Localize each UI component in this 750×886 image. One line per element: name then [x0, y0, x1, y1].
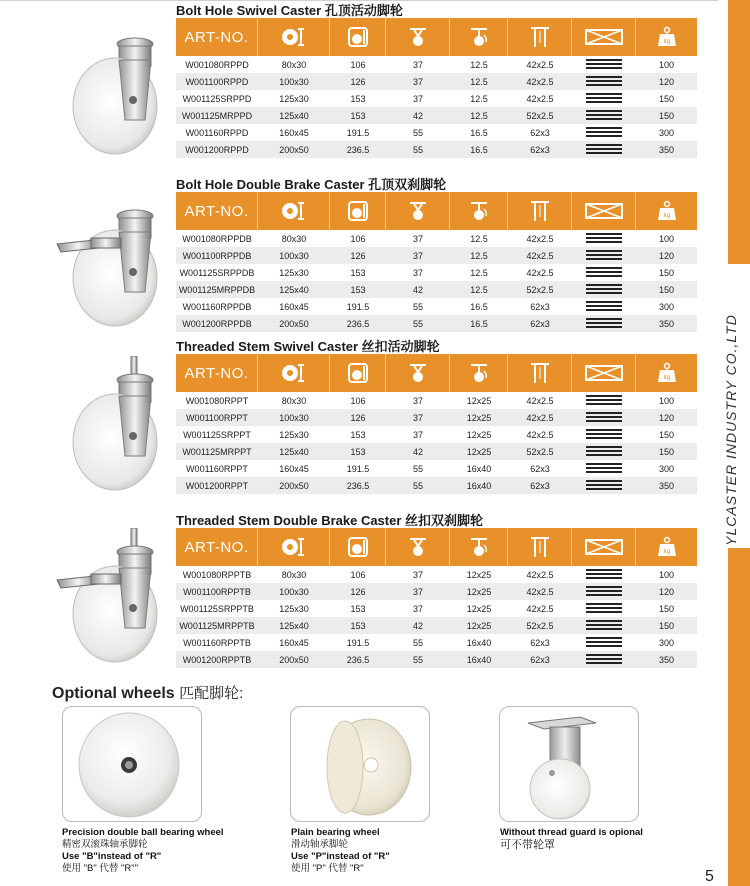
- table-cell: 42: [412, 446, 423, 457]
- table-cell: 125x40: [279, 620, 309, 631]
- plate-pattern-icon: [572, 264, 636, 281]
- table-cell: 100x30: [279, 76, 309, 87]
- table-row: [176, 409, 697, 426]
- table-cell: 16.5: [470, 144, 488, 155]
- table-cell: W001100RPPDB: [182, 250, 252, 261]
- table-cell: 300: [658, 637, 675, 648]
- offset-icon: [386, 18, 450, 56]
- table-row: [176, 298, 697, 315]
- plate-pattern-icon: [572, 477, 636, 494]
- offset-icon: [386, 354, 450, 392]
- table-cell: 191.5: [346, 637, 370, 648]
- plate-pattern-icon: [572, 634, 636, 651]
- table-row: [176, 634, 697, 651]
- table-cell: 106: [350, 395, 366, 406]
- table-cell: 125x30: [279, 267, 309, 278]
- table-cell: 52x2.5: [526, 110, 554, 121]
- total-height-icon: [330, 354, 386, 392]
- table-cell: 125x30: [279, 603, 309, 614]
- table-cell: 55: [412, 318, 423, 329]
- table-cell: 100x30: [279, 250, 309, 261]
- table-cell: 150: [658, 284, 675, 295]
- plate-pattern-icon: [572, 124, 636, 141]
- table-cell: 150: [658, 446, 675, 457]
- table-cell: 16x40: [466, 463, 492, 474]
- table-cell: 12x25: [466, 620, 492, 631]
- table-cell: 150: [658, 620, 675, 631]
- table-cell: 150: [658, 429, 675, 440]
- table-cell: 37: [412, 586, 423, 597]
- caption-line-3: Use "B"instead of "R": [62, 851, 162, 862]
- wheel-size-icon: [258, 528, 330, 566]
- table-cell: 42x2.5: [526, 76, 554, 87]
- table-row: [176, 460, 697, 477]
- table-cell: 160x45: [279, 463, 309, 474]
- spec-table-header: [176, 192, 697, 230]
- plate-pattern-icon: [572, 298, 636, 315]
- table-row: [176, 583, 697, 600]
- table-cell: 126: [350, 76, 366, 87]
- plate-pattern-icon: [572, 56, 636, 73]
- section-title: Bolt Hole Double Brake Caster 孔顶双刹脚轮: [176, 177, 447, 192]
- table-cell: 42x2.5: [526, 603, 554, 614]
- spec-table-header: [176, 354, 697, 392]
- ball-bearing-wheel-image: [62, 706, 202, 822]
- table-cell: 120: [658, 250, 675, 261]
- plate-pattern-icon: [572, 90, 636, 107]
- table-cell: 55: [412, 127, 423, 138]
- table-cell: 12.5: [470, 76, 488, 87]
- wheel-size-icon: [258, 18, 330, 56]
- table-cell: 12.5: [470, 284, 488, 295]
- table-cell: 120: [658, 76, 675, 87]
- plate-pattern-icon: [572, 617, 636, 634]
- table-cell: 153: [350, 429, 366, 440]
- table-row: [176, 281, 697, 298]
- table-cell: 12x25: [466, 395, 492, 406]
- bolt-hole-icon: [572, 192, 636, 230]
- table-cell: 125x30: [279, 429, 309, 440]
- table-cell: 55: [412, 637, 423, 648]
- total-height-icon: [330, 528, 386, 566]
- caster-product-image: [55, 20, 175, 165]
- table-cell: 52x2.5: [526, 446, 554, 457]
- table-cell: 106: [350, 233, 366, 244]
- svg-text:kg: kg: [663, 39, 670, 45]
- plate-pattern-icon: [572, 392, 636, 409]
- table-cell: 55: [412, 480, 423, 491]
- table-cell: 150: [658, 110, 675, 121]
- art-no-header: ART-NO.: [176, 192, 258, 230]
- table-cell: 153: [350, 620, 366, 631]
- table-cell: W001080RPPTB: [182, 569, 252, 580]
- bolt-hole-icon: [572, 354, 636, 392]
- table-row: [176, 315, 697, 332]
- table-cell: 191.5: [346, 127, 370, 138]
- table-cell: 42x2.5: [526, 59, 554, 70]
- table-row: [176, 73, 697, 90]
- table-cell: 100: [658, 233, 675, 244]
- table-cell: 42x2.5: [526, 429, 554, 440]
- table-cell: 12x25: [466, 412, 492, 423]
- plate-pattern-icon: [572, 73, 636, 90]
- table-cell: W001125MRPPDB: [178, 284, 256, 295]
- table-cell: 80x30: [281, 395, 307, 406]
- plate-pattern-icon: [572, 426, 636, 443]
- table-cell: 12x25: [466, 569, 492, 580]
- caption-line-2: 滑动轴承脚轮: [291, 839, 349, 850]
- table-cell: 12.5: [470, 59, 488, 70]
- table-cell: 153: [350, 93, 366, 104]
- spec-table-header: [176, 18, 697, 56]
- table-cell: W001100RPPD: [185, 76, 249, 87]
- table-cell: 12x25: [466, 429, 492, 440]
- load-capacity-icon: [636, 192, 697, 230]
- table-cell: W001125MRPPT: [182, 446, 252, 457]
- table-cell: 236.5: [346, 654, 370, 665]
- table-cell: 16.5: [470, 127, 488, 138]
- plate-pattern-icon: [572, 651, 636, 668]
- bolt-hole-icon: [572, 528, 636, 566]
- table-cell: 200x50: [279, 318, 309, 329]
- table-row: [176, 264, 697, 281]
- table-cell: W001125MRPPD: [181, 110, 253, 121]
- table-cell: W001125SRPPT: [183, 429, 251, 440]
- table-cell: 62x3: [530, 144, 550, 155]
- table-cell: W001200RPPT: [185, 480, 249, 491]
- swivel-radius-icon: [450, 192, 508, 230]
- caster-product-image: [55, 192, 175, 337]
- table-cell: 62x3: [530, 637, 550, 648]
- side-tab-bottom: [728, 548, 750, 886]
- table-cell: 200x50: [279, 144, 309, 155]
- table-cell: W001160RPPTB: [183, 637, 251, 648]
- table-cell: 16.5: [470, 301, 488, 312]
- caption-line-4: 使用 "B" 代替 "R"": [62, 863, 138, 874]
- table-cell: 100: [658, 569, 675, 580]
- table-cell: 350: [658, 144, 675, 155]
- table-cell: 160x45: [279, 637, 309, 648]
- swivel-radius-icon: [450, 528, 508, 566]
- total-height-icon: [330, 192, 386, 230]
- swivel-radius-icon: [450, 18, 508, 56]
- side-tab-top: [728, 0, 750, 264]
- table-cell: 200x50: [279, 480, 309, 491]
- table-cell: 12x25: [466, 586, 492, 597]
- table-cell: 350: [658, 480, 675, 491]
- table-cell: W001100RPPTB: [183, 586, 251, 597]
- table-cell: 55: [412, 463, 423, 474]
- art-no-header: ART-NO.: [176, 528, 258, 566]
- wheel-size-icon: [258, 354, 330, 392]
- table-cell: 37: [412, 395, 423, 406]
- caption-line-3: Use "P"instead of "R": [291, 851, 390, 862]
- table-cell: 42: [412, 284, 423, 295]
- plain-bearing-caption: [291, 827, 390, 875]
- load-capacity-icon: [636, 354, 697, 392]
- plate-pattern-icon: [572, 281, 636, 298]
- table-cell: 37: [412, 267, 423, 278]
- table-cell: 62x3: [530, 463, 550, 474]
- table-cell: 12x25: [466, 446, 492, 457]
- table-row: [176, 426, 697, 443]
- plate-size-icon: [508, 18, 572, 56]
- spec-table: [176, 354, 697, 494]
- table-cell: 37: [412, 412, 423, 423]
- plate-pattern-icon: [572, 600, 636, 617]
- table-cell: W001080RPPT: [185, 395, 249, 406]
- table-cell: 16x40: [466, 654, 492, 665]
- table-cell: 300: [658, 301, 675, 312]
- table-cell: 153: [350, 110, 366, 121]
- table-cell: 106: [350, 569, 366, 580]
- table-cell: 160x45: [279, 301, 309, 312]
- table-cell: 80x30: [281, 59, 307, 70]
- wheel-size-icon: [258, 192, 330, 230]
- table-cell: 350: [658, 654, 675, 665]
- table-cell: 125x40: [279, 110, 309, 121]
- spec-table-header: [176, 528, 697, 566]
- table-cell: W001125SRPPD: [182, 93, 252, 104]
- table-row: [176, 477, 697, 494]
- table-cell: W001125MRPPTB: [179, 620, 255, 631]
- table-cell: W001125SRPPTB: [180, 603, 254, 614]
- caption-line-4: 使用 "P" 代替 "R": [291, 863, 364, 874]
- table-cell: 125x40: [279, 446, 309, 457]
- total-height-icon: [330, 18, 386, 56]
- caption-line-2: 可不带轮罩: [500, 839, 555, 851]
- table-cell: 153: [350, 446, 366, 457]
- table-cell: 126: [350, 412, 366, 423]
- table-cell: 16x40: [466, 480, 492, 491]
- table-cell: 42x2.5: [526, 569, 554, 580]
- table-cell: 42x2.5: [526, 233, 554, 244]
- svg-text:kg: kg: [663, 549, 670, 555]
- table-cell: 12.5: [470, 233, 488, 244]
- no-guard-caption: [500, 827, 643, 851]
- table-cell: 236.5: [346, 144, 370, 155]
- table-cell: 125x30: [279, 93, 309, 104]
- svg-text:kg: kg: [663, 213, 670, 219]
- table-cell: 126: [350, 586, 366, 597]
- table-cell: W001100RPPT: [186, 412, 248, 423]
- plate-pattern-icon: [572, 230, 636, 247]
- table-cell: 236.5: [346, 318, 370, 329]
- plate-size-icon: [508, 192, 572, 230]
- caster-without-guard-image: [499, 706, 639, 822]
- plate-pattern-icon: [572, 443, 636, 460]
- table-cell: 150: [658, 267, 675, 278]
- table-cell: 42x2.5: [526, 250, 554, 261]
- table-cell: W001200RPPD: [185, 144, 249, 155]
- table-cell: 80x30: [281, 233, 307, 244]
- table-cell: 55: [412, 144, 423, 155]
- table-cell: 37: [412, 93, 423, 104]
- table-cell: 100: [658, 395, 675, 406]
- table-cell: 12.5: [470, 267, 488, 278]
- table-cell: 42: [412, 620, 423, 631]
- plate-size-icon: [508, 354, 572, 392]
- table-cell: 153: [350, 603, 366, 614]
- plain-bearing-wheel-image: [290, 706, 430, 822]
- plate-pattern-icon: [572, 566, 636, 583]
- table-cell: 100: [658, 59, 675, 70]
- table-row: [176, 141, 697, 158]
- art-no-header: ART-NO.: [176, 354, 258, 392]
- table-cell: 37: [412, 569, 423, 580]
- table-row: [176, 247, 697, 264]
- table-cell: 350: [658, 318, 675, 329]
- optional-title-cn: 匹配脚轮:: [179, 685, 244, 702]
- table-cell: 37: [412, 76, 423, 87]
- table-cell: 100x30: [279, 586, 309, 597]
- table-cell: 125x40: [279, 284, 309, 295]
- table-cell: 191.5: [346, 301, 370, 312]
- table-cell: 37: [412, 603, 423, 614]
- table-cell: 126: [350, 250, 366, 261]
- table-cell: W001125SRPPDB: [179, 267, 255, 278]
- table-cell: 236.5: [346, 480, 370, 491]
- swivel-radius-icon: [450, 354, 508, 392]
- table-cell: 16x40: [466, 637, 492, 648]
- table-cell: 42x2.5: [526, 93, 554, 104]
- table-cell: 12.5: [470, 110, 488, 121]
- table-row: [176, 392, 697, 409]
- section-title: Threaded Stem Double Brake Caster 丝扣双刹脚轮: [176, 513, 484, 528]
- table-cell: 16.5: [470, 318, 488, 329]
- caption-line-1: Without thread guard is opional: [500, 827, 643, 838]
- table-cell: 42x2.5: [526, 586, 554, 597]
- svg-text:kg: kg: [663, 375, 670, 381]
- plate-pattern-icon: [572, 583, 636, 600]
- table-cell: 42x2.5: [526, 267, 554, 278]
- caster-product-image: [55, 528, 175, 673]
- plate-pattern-icon: [572, 247, 636, 264]
- table-cell: 52x2.5: [526, 620, 554, 631]
- table-cell: 153: [350, 267, 366, 278]
- company-name-vertical: YLCASTER INDUSTRY CO.,LTD: [723, 314, 739, 546]
- table-row: [176, 107, 697, 124]
- spec-table: [176, 18, 697, 158]
- caption-line-1: Precision double ball bearing wheel: [62, 827, 224, 838]
- table-cell: 160x45: [279, 127, 309, 138]
- table-row: [176, 443, 697, 460]
- table-cell: 106: [350, 59, 366, 70]
- ball-bearing-caption: [62, 827, 224, 875]
- table-cell: 55: [412, 301, 423, 312]
- caption-line-1: Plain bearing wheel: [291, 827, 380, 838]
- table-cell: 300: [658, 127, 675, 138]
- table-cell: 62x3: [530, 480, 550, 491]
- plate-pattern-icon: [572, 141, 636, 158]
- table-cell: 100x30: [279, 412, 309, 423]
- table-row: [176, 124, 697, 141]
- table-cell: W001160RPPD: [185, 127, 249, 138]
- optional-wheels-title: [52, 682, 243, 703]
- plate-pattern-icon: [572, 409, 636, 426]
- table-cell: W001160RPPT: [186, 463, 248, 474]
- table-cell: 37: [412, 429, 423, 440]
- spec-table: [176, 528, 697, 668]
- bolt-hole-icon: [572, 18, 636, 56]
- table-cell: 55: [412, 654, 423, 665]
- load-capacity-icon: [636, 18, 697, 56]
- table-cell: 62x3: [530, 318, 550, 329]
- table-cell: 80x30: [281, 569, 307, 580]
- table-cell: 12x25: [466, 603, 492, 614]
- caption-line-2: 精密双滚珠轴承脚轮: [62, 839, 148, 850]
- table-cell: W001080RPPD: [185, 59, 249, 70]
- table-cell: 42x2.5: [526, 412, 554, 423]
- caster-product-image: [55, 356, 175, 501]
- table-row: [176, 651, 697, 668]
- table-cell: W001200RPPDB: [182, 318, 252, 329]
- table-row: [176, 617, 697, 634]
- spec-table: [176, 192, 697, 332]
- table-cell: 62x3: [530, 654, 550, 665]
- section-title: Threaded Stem Swivel Caster 丝扣活动脚轮: [176, 339, 440, 354]
- section-title: Bolt Hole Swivel Caster 孔顶活动脚轮: [176, 3, 403, 18]
- plate-size-icon: [508, 528, 572, 566]
- table-cell: W001080RPPDB: [182, 233, 252, 244]
- table-cell: 42x2.5: [526, 395, 554, 406]
- table-cell: W001160RPPDB: [182, 301, 252, 312]
- page-number: 5: [705, 868, 714, 885]
- table-cell: 62x3: [530, 301, 550, 312]
- table-cell: 37: [412, 59, 423, 70]
- plate-pattern-icon: [572, 460, 636, 477]
- table-cell: 200x50: [279, 654, 309, 665]
- table-cell: 37: [412, 250, 423, 261]
- plate-pattern-icon: [572, 107, 636, 124]
- offset-icon: [386, 528, 450, 566]
- table-cell: 12.5: [470, 250, 488, 261]
- table-cell: 153: [350, 284, 366, 295]
- table-row: [176, 230, 697, 247]
- table-cell: 12.5: [470, 93, 488, 104]
- offset-icon: [386, 192, 450, 230]
- plate-pattern-icon: [572, 315, 636, 332]
- table-cell: 62x3: [530, 127, 550, 138]
- load-capacity-icon: [636, 528, 697, 566]
- table-cell: 120: [658, 412, 675, 423]
- table-cell: 120: [658, 586, 675, 597]
- table-row: [176, 90, 697, 107]
- table-cell: 150: [658, 603, 675, 614]
- table-cell: 37: [412, 233, 423, 244]
- art-no-header: ART-NO.: [176, 18, 258, 56]
- table-cell: 150: [658, 93, 675, 104]
- table-row: [176, 566, 697, 583]
- table-cell: 300: [658, 463, 675, 474]
- optional-title-en: Optional wheels: [52, 685, 175, 702]
- table-cell: 52x2.5: [526, 284, 554, 295]
- table-cell: 42: [412, 110, 423, 121]
- table-row: [176, 56, 697, 73]
- table-cell: W001200RPPTB: [182, 654, 252, 665]
- table-row: [176, 600, 697, 617]
- table-cell: 191.5: [346, 463, 370, 474]
